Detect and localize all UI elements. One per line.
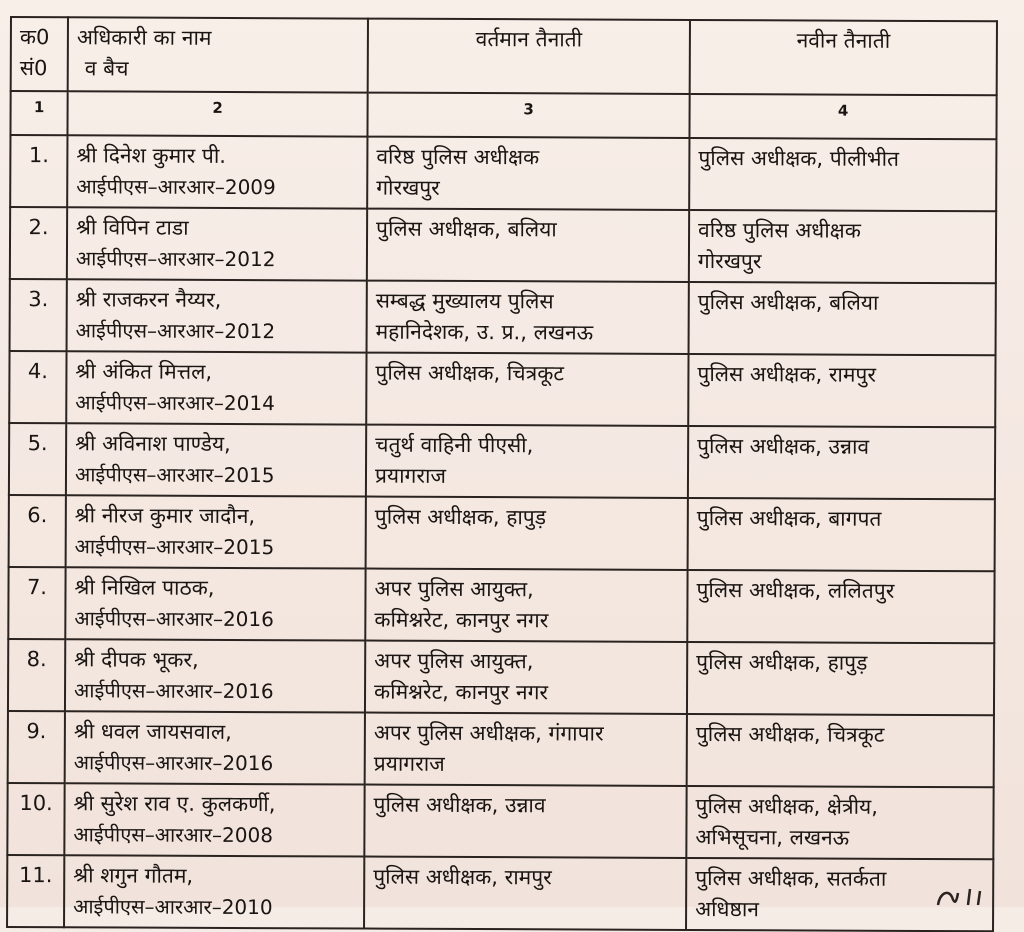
current-posting-line-1: अपर पुलिस आयुक्त,: [374, 576, 534, 602]
new-posting-cell: [688, 498, 995, 571]
new-posting-line-1: पुलिस अधीक्षक, ललितपुर: [696, 578, 895, 603]
table-row: [10, 135, 996, 211]
current-posting-line-2: प्रयागराज: [374, 463, 447, 488]
new-posting-cell: [688, 426, 995, 499]
current-posting-cell: [364, 785, 686, 858]
serial-number-cell: 2.: [10, 207, 67, 279]
serial-number-cell: 7.: [8, 567, 65, 639]
header-name-line-1: अधिकारी का नाम: [76, 25, 212, 50]
officer-name: श्री अंकित मित्तल,: [75, 359, 213, 384]
column-index-3: 3: [367, 93, 689, 138]
new-posting-line-1: पुलिस अधीक्षक, उन्नाव: [697, 434, 870, 459]
new-posting-cell: [688, 354, 995, 427]
officer-name: श्री सुरेश राव ए. कुलकर्णी,: [73, 791, 276, 817]
table-row: [10, 207, 996, 283]
officer-name: श्री दीपक भूकर,: [74, 647, 199, 672]
new-posting-cell: [689, 138, 996, 211]
column-index-row: [10, 91, 996, 139]
officer-name-cell: [64, 783, 364, 856]
officer-batch: आईपीएस–आरआर–2016: [74, 606, 274, 632]
serial-number-cell: 11.: [7, 855, 64, 927]
current-posting-line-1: पुलिस अधीक्षक, रामपुर: [373, 864, 552, 890]
current-posting-cell: [366, 353, 688, 426]
current-posting-line-1: पुलिस अधीक्षक, चित्रकूट: [375, 360, 564, 386]
officer-batch: आईपीएस–आरआर–2008: [73, 822, 274, 848]
current-posting-line-2: महानिदेशक, उ. प्र., लखनऊ: [375, 319, 594, 345]
serial-number-cell: 8.: [8, 639, 65, 711]
officer-name-cell: [65, 639, 365, 712]
header-current-posting: वर्तमान तैनाती: [368, 19, 690, 94]
officer-name-cell: [66, 423, 366, 496]
serial-number-cell: 4.: [9, 351, 66, 423]
new-posting-line-2: गोरखपुर: [697, 249, 762, 274]
table-row: [8, 567, 994, 643]
current-posting-cell: [365, 569, 687, 642]
header-row: [11, 17, 997, 95]
new-posting-line-1: पुलिस अधीक्षक, बागपत: [696, 506, 882, 531]
table-row: [7, 783, 993, 859]
serial-number-cell: 9.: [8, 711, 65, 783]
header-officer-name: [68, 17, 368, 92]
current-posting-cell: [366, 497, 688, 570]
new-posting-cell: [687, 642, 994, 715]
current-posting-line-1: पुलिस अधीक्षक, उन्नाव: [373, 792, 546, 818]
table-body: [7, 135, 996, 931]
officer-name-cell: [67, 279, 367, 352]
current-posting-line-2: प्रयागराज: [373, 751, 445, 776]
officer-name: श्री धवल जायसवाल,: [73, 719, 232, 744]
officer-name-cell: [67, 207, 367, 280]
table-row: [9, 351, 995, 427]
current-posting-cell: [366, 425, 688, 498]
current-posting-cell: [364, 857, 686, 930]
current-posting-line-1: पुलिस अधीक्षक, बलिया: [376, 216, 557, 242]
signature-mark: [934, 881, 994, 907]
table-row: [9, 423, 995, 499]
new-posting-line-1: पुलिस अधीक्षक, सतर्कता: [695, 865, 887, 891]
current-posting-cell: [367, 281, 689, 354]
officer-batch: आईपीएस–आरआर–2014: [75, 390, 275, 416]
new-posting-cell: [689, 282, 996, 355]
table-row: [8, 711, 994, 787]
column-index-2: 2: [67, 91, 367, 136]
new-posting-line-1: पुलिस अधीक्षक, हापुड़: [696, 650, 868, 675]
table-row: [8, 639, 994, 715]
officer-name-cell: [65, 711, 365, 784]
current-posting-line-2: कमिश्नरेट, कानपुर नगर: [374, 679, 549, 705]
officer-name: श्री विपिन टाडा: [76, 215, 189, 240]
current-posting-cell: [365, 713, 687, 786]
new-posting-line-1: पुलिस अधीक्षक, चित्रकूट: [695, 721, 885, 747]
serial-number-cell: 10.: [7, 783, 64, 855]
current-posting-cell: [367, 137, 689, 210]
serial-number-cell: 1.: [10, 135, 67, 207]
new-posting-cell: [687, 714, 994, 787]
officer-batch: आईपीएस–आरआर–2012: [75, 246, 276, 272]
officer-name: श्री नीरज कुमार जादौन,: [74, 503, 256, 529]
officer-batch: आईपीएस–आरआर–2015: [74, 462, 275, 488]
column-index-1: 1: [10, 91, 67, 135]
header-serial-no: [11, 17, 68, 91]
officer-name: श्री शगुन गौतम,: [73, 863, 194, 888]
new-posting-cell: [687, 570, 994, 643]
transfer-table: [6, 16, 998, 932]
new-posting-line-1: पुलिस अधीक्षक, क्षेत्रीय,: [695, 793, 878, 819]
officer-batch: आईपीएस–आरआर–2016: [74, 678, 274, 704]
header-new-posting: नवीन तैनाती: [690, 20, 997, 95]
serial-number-cell: 6.: [9, 495, 66, 567]
new-posting-cell: [689, 210, 996, 283]
new-posting-line-2: अधिष्ठान: [695, 896, 760, 922]
column-index-4: 4: [689, 94, 996, 139]
new-posting-line-1: वरिष्ठ पुलिस अधीक्षक: [698, 218, 861, 243]
officer-name-cell: [66, 351, 366, 424]
table-row: [10, 279, 996, 355]
officer-name-cell: [67, 135, 367, 208]
officer-name-cell: [66, 495, 366, 568]
header-name-line-2: व बैच: [84, 56, 129, 81]
officer-name: श्री अविनाश पाण्डेय,: [75, 431, 231, 456]
officer-name: श्री दिनेश कुमार पी.: [76, 143, 227, 168]
current-posting-cell: [365, 641, 687, 714]
officer-batch: आईपीएस–आरआर–2009: [76, 174, 276, 200]
current-posting-line-1: वरिष्ठ पुलिस अधीक्षक: [376, 144, 540, 170]
table-row: [9, 495, 995, 571]
current-posting-line-1: अपर पुलिस आयुक्त,: [374, 648, 534, 674]
current-posting-line-1: पुलिस अधीक्षक, हापुड़: [374, 504, 547, 530]
new-posting-line-1: पुलिस अधीक्षक, पीलीभीत: [698, 146, 900, 171]
serial-number-cell: 3.: [10, 279, 67, 351]
officer-name-cell: [64, 855, 364, 928]
current-posting-line-1: अपर पुलिस अधीक्षक, गंगापार: [373, 720, 604, 746]
current-posting-line-1: चतुर्थ वाहिनी पीएसी,: [375, 432, 534, 458]
new-posting-line-2: अभिसूचना, लखनऊ: [695, 824, 850, 850]
officer-batch: आईपीएस–आरआर–2015: [74, 534, 275, 560]
officer-name-cell: [65, 567, 365, 640]
current-posting-cell: [367, 209, 689, 282]
new-posting-line-1: पुलिस अधीक्षक, बलिया: [697, 290, 879, 315]
current-posting-line-2: कमिश्नरेट, कानपुर नगर: [374, 607, 549, 633]
officer-batch: आईपीएस–आरआर–2010: [73, 894, 273, 920]
officer-name: श्री निखिल पाठक,: [74, 575, 215, 600]
serial-number-cell: 5.: [9, 423, 66, 495]
current-posting-line-1: सम्बद्ध मुख्यालय पुलिस: [375, 288, 554, 314]
new-posting-line-1: पुलिस अधीक्षक, रामपुर: [697, 362, 877, 387]
new-posting-cell: [686, 786, 993, 859]
officer-batch: आईपीएस–आरआर–2012: [75, 318, 276, 344]
header-serial-line-1: क0: [19, 25, 50, 50]
header-serial-line-2: सं0: [19, 56, 48, 81]
officer-name: श्री राजकरन नैय्यर,: [75, 287, 222, 312]
officer-batch: आईपीएस–आरआर–2016: [73, 750, 274, 776]
table-row: [7, 855, 993, 931]
current-posting-line-2: गोरखपुर: [376, 175, 440, 200]
